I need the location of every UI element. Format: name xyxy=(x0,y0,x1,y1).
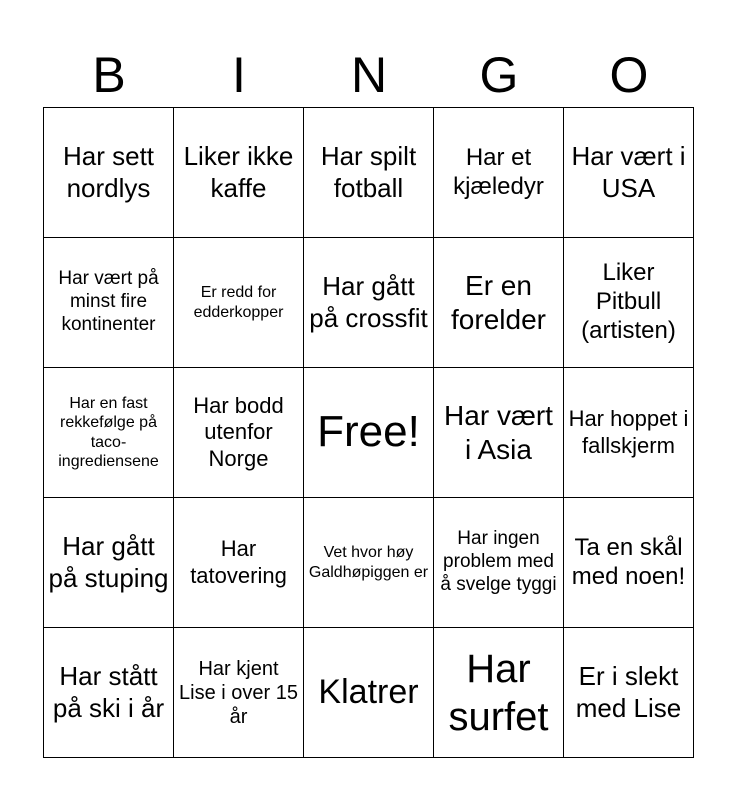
bingo-cell[interactable]: Har stått på ski i år xyxy=(44,628,174,758)
bingo-cell[interactable]: Har vært i USA xyxy=(564,108,694,238)
bingo-cell[interactable]: Har tatovering xyxy=(174,498,304,628)
bingo-grid xyxy=(43,107,694,758)
bingo-cell[interactable]: Har ingen problem med å svelge tyggi xyxy=(434,498,564,628)
bingo-cell[interactable]: Har vært i Asia xyxy=(434,368,564,498)
bingo-cell[interactable]: Har gått på crossfit xyxy=(304,238,434,368)
bingo-cell[interactable]: Har et kjæledyr xyxy=(434,108,564,238)
bingo-cell[interactable]: Liker Pitbull (artisten) xyxy=(564,238,694,368)
bingo-cell[interactable]: Vet hvor høy Galdhøpiggen er xyxy=(304,498,434,628)
bingo-cell[interactable]: Er en forelder xyxy=(434,238,564,368)
bingo-header xyxy=(44,44,694,106)
bingo-cell[interactable]: Har spilt fotball xyxy=(304,108,434,238)
bingo-cell[interactable]: Ta en skål med noen! xyxy=(564,498,694,628)
header-letter-g: G xyxy=(479,47,519,103)
header-letter-o: O xyxy=(609,47,649,103)
header-letter-n: N xyxy=(350,47,388,103)
free-space-cell[interactable]: Free! xyxy=(304,368,434,498)
bingo-cell[interactable]: Har kjent Lise i over 15 år xyxy=(174,628,304,758)
bingo-cell[interactable]: Har surfet xyxy=(434,628,564,758)
header-letter-i: I xyxy=(232,47,246,103)
bingo-row xyxy=(44,368,694,498)
bingo-cell[interactable]: Har gått på stuping xyxy=(44,498,174,628)
header-letter-b: B xyxy=(92,47,126,103)
bingo-cell[interactable]: Har sett nordlys xyxy=(44,108,174,238)
bingo-cell[interactable]: Er i slekt med Lise xyxy=(564,628,694,758)
bingo-cell[interactable]: Er redd for edderkopper xyxy=(174,238,304,368)
bingo-cell[interactable]: Klatrer xyxy=(304,628,434,758)
bingo-row xyxy=(44,108,694,238)
bingo-row xyxy=(44,628,694,758)
bingo-cell[interactable]: Liker ikke kaffe xyxy=(174,108,304,238)
bingo-row xyxy=(44,238,694,368)
bingo-cell[interactable]: Har bodd utenfor Norge xyxy=(174,368,304,498)
bingo-row xyxy=(44,498,694,628)
bingo-cell[interactable]: Har hoppet i fallskjerm xyxy=(564,368,694,498)
bingo-cell[interactable]: Har vært på minst fire kontinenter xyxy=(44,238,174,368)
bingo-cell[interactable]: Har en fast rekkefølge på taco-ingrediensene xyxy=(44,368,174,498)
